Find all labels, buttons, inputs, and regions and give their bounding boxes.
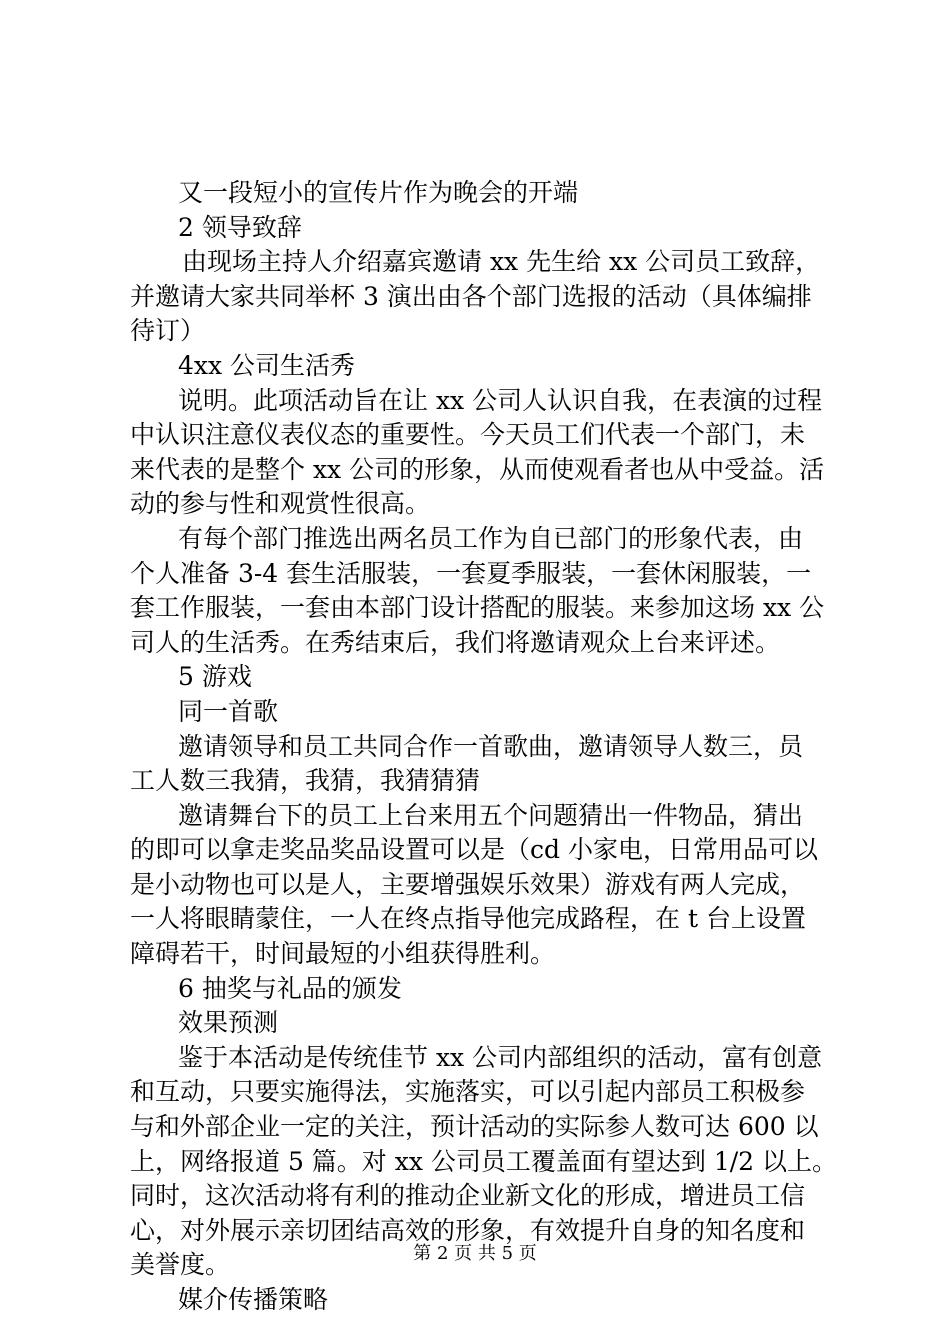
subheading-media-strategy: 媒介传播策略 xyxy=(178,1285,329,1314)
paragraph-line: 邀请领导和员工共同合作一首歌曲，邀请领导人数三，员 xyxy=(178,731,804,761)
paragraph-line: 司人的生活秀。在秀结束后，我们将邀请观众上台来评述。 xyxy=(130,627,781,657)
paragraph-line: 是小动物也可以是人，主要增强娱乐效果）游戏有两人完成， xyxy=(130,869,806,899)
page-number-footer: 第 2 页 共 5 页 xyxy=(413,1243,537,1264)
paragraph-line: 障碍若干，时间最短的小组获得胜利。 xyxy=(130,939,556,969)
paragraph-line: 由现场主持人介绍嘉宾邀请 xx 先生给 xx 公司员工致辞， xyxy=(182,247,821,277)
paragraph-line: 一人将眼睛蒙住，一人在终点指导他完成路程，在 t 台上设置 xyxy=(130,904,806,934)
subheading-effect-forecast: 效果预测 xyxy=(178,1008,279,1038)
paragraph-line: 的即可以拿走奖品奖品设置可以是（cd 小家电，日常用品可以 xyxy=(130,835,818,865)
paragraph-line: 动的参与性和观赏性很高。 xyxy=(130,489,431,519)
section-heading-life-show: 4xx 公司生活秀 xyxy=(178,350,356,380)
subheading-same-song: 同一首歌 xyxy=(178,696,279,726)
paragraph-line: 工人数三我猜，我猜，我猜猜猜 xyxy=(130,766,481,796)
section-heading-games: 5 游戏 xyxy=(178,662,252,692)
section-heading-leader-speech: 2 领导致辞 xyxy=(178,212,302,242)
paragraph-line: 心，对外展示亲切团结高效的形象，有效提升自身的知名度和 xyxy=(130,1215,806,1245)
paragraph-line: 与和外部企业一定的关注，预计活动的实际参人数可达 600 以 xyxy=(130,1112,819,1142)
paragraph-line: 个人准备 3-4 套生活服装，一套夏季服装，一套休闲服装，一 xyxy=(130,558,812,588)
paragraph-line: 有每个部门推选出两名员工作为自已部门的形象代表，由 xyxy=(178,523,804,553)
paragraph-line: 来代表的是整个 xx 公司的形象，从而使观看者也从中受益。活 xyxy=(130,454,825,484)
document-body xyxy=(130,176,838,1318)
paragraph-line: 中认识注意仪表仪态的重要性。今天员工们代表一个部门，未 xyxy=(130,420,806,450)
paragraph-line: 和互动，只要实施得法，实施落实，可以引起内部员工积极参 xyxy=(130,1077,806,1107)
paragraph-line: 上，网络报道 5 篇。对 xx 公司员工覆盖面有望达到 1/2 以上。 xyxy=(130,1146,838,1176)
paragraph-line: 说明。此项活动旨在让 xx 公司人认识自我，在表演的过程 xyxy=(178,385,823,415)
section-heading-lottery: 6 抽奖与礼品的颁发 xyxy=(178,973,402,1003)
paragraph-line: 邀请舞台下的员工上台来用五个问题猜出一件物品，猜出 xyxy=(178,800,804,830)
paragraph-line: 同时，这次活动将有利的推动企业新文化的形成，增进员工信 xyxy=(130,1181,806,1211)
paragraph-line: 并邀请大家共同举杯 3 演出由各个部门选报的活动（具体编排 xyxy=(130,281,812,311)
paragraph-line: 套工作服装，一套由本部门设计搭配的服装。来参加这场 xx 公 xyxy=(130,593,825,623)
paragraph-line: 美誉度。 xyxy=(130,1250,231,1280)
paragraph-line: 鉴于本活动是传统佳节 xx 公司内部组织的活动，富有创意 xyxy=(178,1042,823,1072)
paragraph-line: 又一段短小的宣传片作为晚会的开端 xyxy=(178,178,579,207)
paragraph-line: 待订） xyxy=(130,316,206,346)
